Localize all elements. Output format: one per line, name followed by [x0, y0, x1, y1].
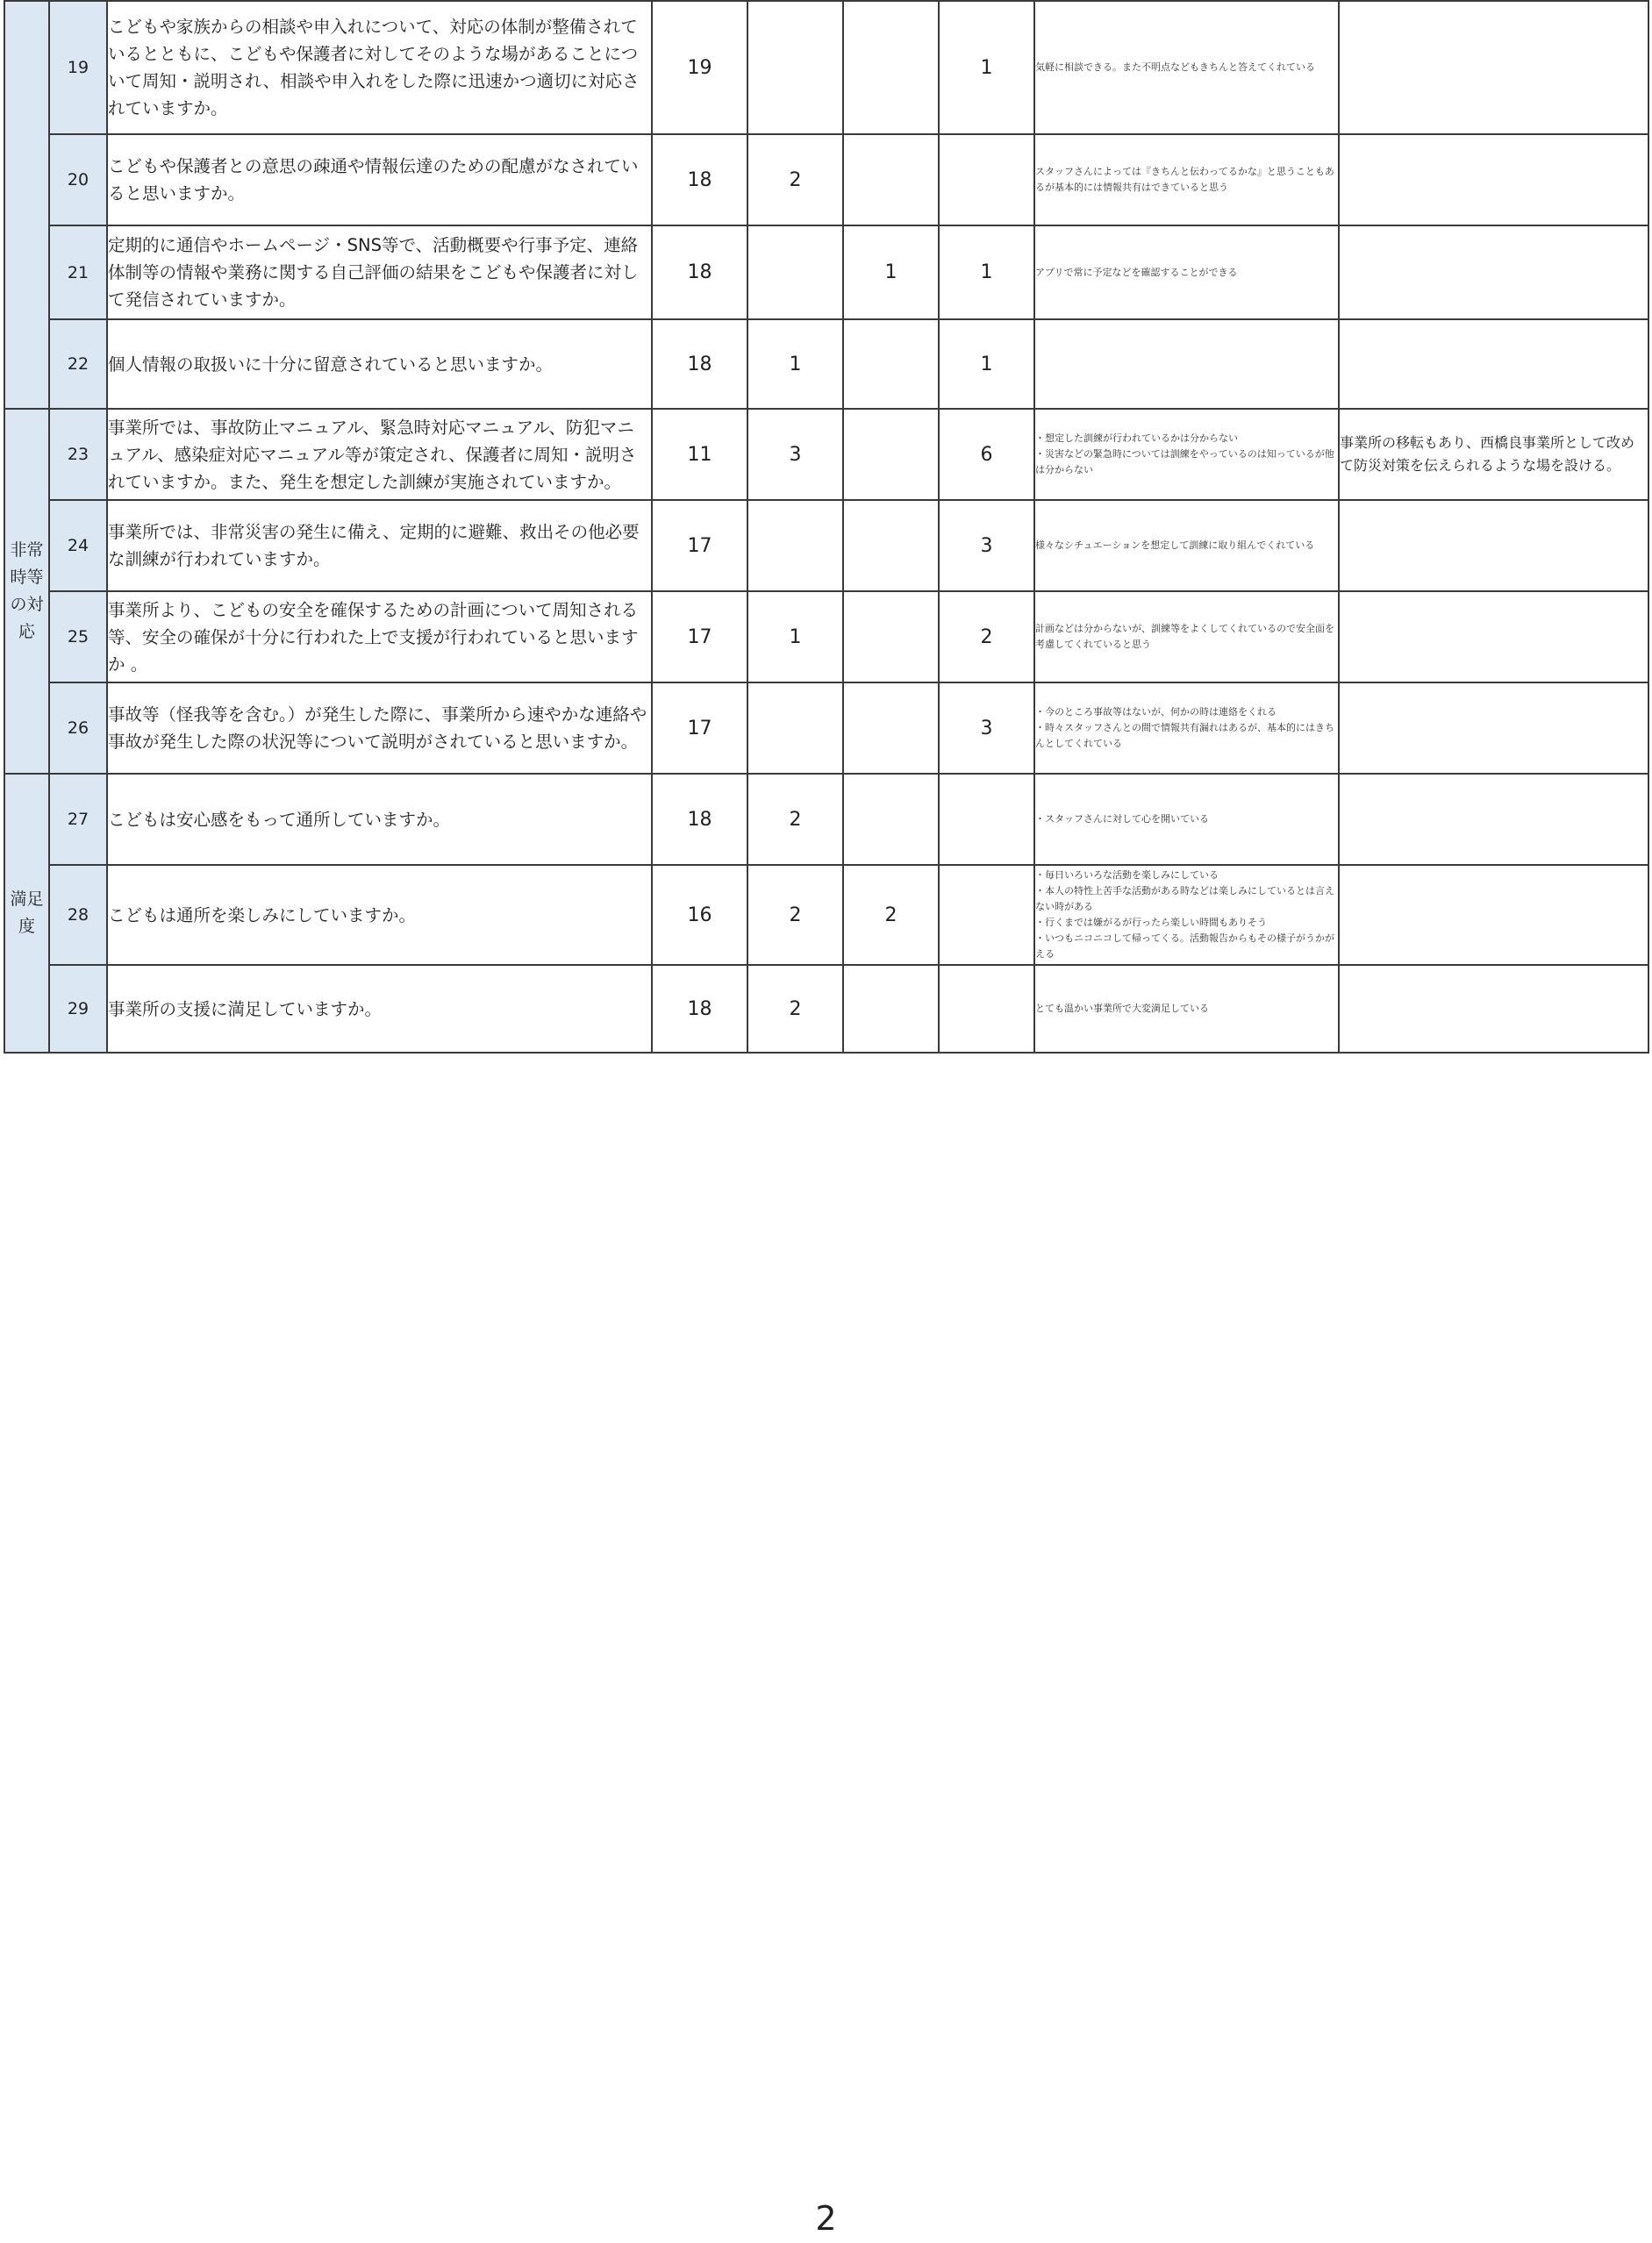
- count-yes: 17: [652, 500, 747, 591]
- count-yes: 11: [652, 409, 747, 500]
- count-neutral: 2: [747, 965, 843, 1053]
- row-number: 26: [49, 682, 107, 774]
- response-cell: [1339, 225, 1648, 319]
- count-unknown: 3: [939, 682, 1034, 774]
- count-no: [843, 591, 939, 682]
- row-number: 21: [49, 225, 107, 319]
- question-text: 事業所の支援に満足していますか。: [107, 965, 652, 1053]
- count-no: [843, 319, 939, 409]
- count-neutral: [747, 225, 843, 319]
- count-yes: 18: [652, 774, 747, 865]
- count-neutral: 2: [747, 134, 843, 225]
- count-unknown: [939, 865, 1034, 965]
- row-number: 24: [49, 500, 107, 591]
- count-no: [843, 1, 939, 134]
- comment-cell: [1034, 774, 1339, 865]
- comment-line: とても温かい事業所で大変満足している: [1035, 1003, 1209, 1014]
- count-no: 1: [843, 225, 939, 319]
- comment-line: ・いつもニコニコして帰ってくる。活動報告からもその様子がうかがえる: [1035, 932, 1334, 960]
- row-number: 29: [49, 965, 107, 1053]
- comment-line: ・毎日いろいろな活動を楽しみにしている: [1035, 869, 1219, 881]
- count-no: [843, 682, 939, 774]
- count-yes: 18: [652, 134, 747, 225]
- comment-cell: [1034, 319, 1339, 409]
- row-number: 28: [49, 865, 107, 965]
- row-number: 19: [49, 1, 107, 134]
- question-text: こどもや保護者との意思の疎通や情報伝達のための配慮がなされていると思いますか。: [107, 134, 652, 225]
- count-yes: 19: [652, 1, 747, 134]
- comment-line: ・スタッフさんに対して心を開いている: [1035, 813, 1209, 825]
- comment-line: ・時々スタッフさんとの間で情報共有漏れはあるが、基本的にはきちんとしてくれている: [1035, 722, 1334, 749]
- count-no: 2: [843, 865, 939, 965]
- row-number: 22: [49, 319, 107, 409]
- response-cell: [1339, 319, 1648, 409]
- comment-cell: [1034, 591, 1339, 682]
- question-text: こどもは安心感をもって通所していますか。: [107, 774, 652, 865]
- count-yes: 16: [652, 865, 747, 965]
- count-neutral: 2: [747, 865, 843, 965]
- count-no: [843, 134, 939, 225]
- count-unknown: [939, 965, 1034, 1053]
- row-number: 23: [49, 409, 107, 500]
- count-no: [843, 500, 939, 591]
- comment-line: ・今のところ事故等はないが、何かの時は連絡をくれる: [1035, 706, 1277, 718]
- comment-cell: [1034, 500, 1339, 591]
- response-cell: [1339, 682, 1648, 774]
- count-unknown: 6: [939, 409, 1034, 500]
- question-text: 事業所より、こどもの安全を確保するための計画について周知される等、安全の確保が十分に行われた上で支援が行われていると思いますか 。: [107, 591, 652, 682]
- count-neutral: 3: [747, 409, 843, 500]
- comment-line: 様々なシチュエーションを想定して訓練に取り組んでくれている: [1035, 539, 1315, 551]
- count-yes: 18: [652, 319, 747, 409]
- count-yes: 17: [652, 591, 747, 682]
- count-neutral: [747, 682, 843, 774]
- comment-line: ・想定した訓練が行われているかは分からない: [1035, 432, 1238, 444]
- comment-cell: [1034, 1, 1339, 134]
- question-text: 事業所では、非常災害の発生に備え、定期的に避難、救出その他必要な訓練が行われていますか。: [107, 500, 652, 591]
- count-neutral: [747, 500, 843, 591]
- count-yes: 17: [652, 682, 747, 774]
- question-text: こどもは通所を楽しみにしていますか。: [107, 865, 652, 965]
- comment-cell: [1034, 865, 1339, 965]
- count-unknown: 1: [939, 225, 1034, 319]
- response-cell: [1339, 500, 1648, 591]
- category-satisfaction: 満足度: [4, 774, 49, 1053]
- comment-cell: [1034, 965, 1339, 1053]
- comment-line: アプリで常に予定などを確認することができる: [1035, 266, 1238, 278]
- comment-line: 気軽に相談できる。また不明点などもきちんと答えてくれている: [1035, 61, 1315, 73]
- response-cell: [1339, 591, 1648, 682]
- comment-cell: [1034, 225, 1339, 319]
- count-no: [843, 774, 939, 865]
- response-cell: [1339, 965, 1648, 1053]
- comment-line: 計画などは分からないが、訓練等をよくしてくれているので安全面を考慮してくれていると思う: [1035, 623, 1334, 650]
- question-text: 個人情報の取扱いに十分に留意されていると思いますか。: [107, 319, 652, 409]
- count-yes: 18: [652, 225, 747, 319]
- comment-line: ・本人の特性上苦手な活動がある時などは楽しみにしているとは言えない時がある: [1035, 885, 1334, 912]
- response-cell: [1339, 774, 1648, 865]
- comment-line: スタッフさんによっては『きちんと伝わってるかな』と思うこともあるが基本的には情報共有はできていると思う: [1035, 166, 1334, 193]
- row-number: 25: [49, 591, 107, 682]
- response-cell: [1339, 1, 1648, 134]
- count-unknown: 2: [939, 591, 1034, 682]
- count-unknown: 1: [939, 319, 1034, 409]
- survey-table: [4, 0, 1649, 1054]
- count-yes: 18: [652, 965, 747, 1053]
- category-emergency: 非常時等の対応: [4, 409, 49, 774]
- row-number: 20: [49, 134, 107, 225]
- row-number: 27: [49, 774, 107, 865]
- count-no: [843, 409, 939, 500]
- comment-cell: [1034, 134, 1339, 225]
- comment-line: ・災害などの緊急時については訓練をやっているのは知っているが他は分からない: [1035, 448, 1334, 475]
- response-cell: [1339, 865, 1648, 965]
- response-cell: 事業所の移転もあり、西橋良事業所として改めて防災対策を伝えられるような場を設ける。: [1339, 409, 1648, 500]
- question-text: 事業所では、事故防止マニュアル、緊急時対応マニュアル、防犯マニュアル、感染症対応マニュアル等が策定され、保護者に周知・説明されていますか。また、発生を想定した訓練が実施されていますか。: [107, 409, 652, 500]
- count-unknown: [939, 134, 1034, 225]
- response-cell: [1339, 134, 1648, 225]
- comment-line: ・行くまでは嫌がるが行ったら楽しい時間もありそう: [1035, 917, 1267, 928]
- count-neutral: 1: [747, 319, 843, 409]
- question-text: 定期的に通信やホームページ・SNS等で、活動概要や行事予定、連絡体制等の情報や業務に関する自己評価の結果をこどもや保護者に対して発信されていますか。: [107, 225, 652, 319]
- count-unknown: 1: [939, 1, 1034, 134]
- count-neutral: 2: [747, 774, 843, 865]
- category-cell-blank: [4, 1, 49, 409]
- count-neutral: [747, 1, 843, 134]
- count-no: [843, 965, 939, 1053]
- count-neutral: 1: [747, 591, 843, 682]
- count-unknown: 3: [939, 500, 1034, 591]
- count-unknown: [939, 774, 1034, 865]
- question-text: こどもや家族からの相談や申入れについて、対応の体制が整備されているとともに、こどもや保護者に対してそのような場があることについて周知・説明され、相談や申入れをした際に迅速かつ適切に対応されていますか。: [107, 1, 652, 134]
- page-number: 2: [815, 2199, 837, 2238]
- comment-cell: [1034, 682, 1339, 774]
- question-text: 事故等（怪我等を含む。）が発生した際に、事業所から速やかな連絡や事故が発生した際の状況等について説明がされていると思いますか。: [107, 682, 652, 774]
- comment-cell: [1034, 409, 1339, 500]
